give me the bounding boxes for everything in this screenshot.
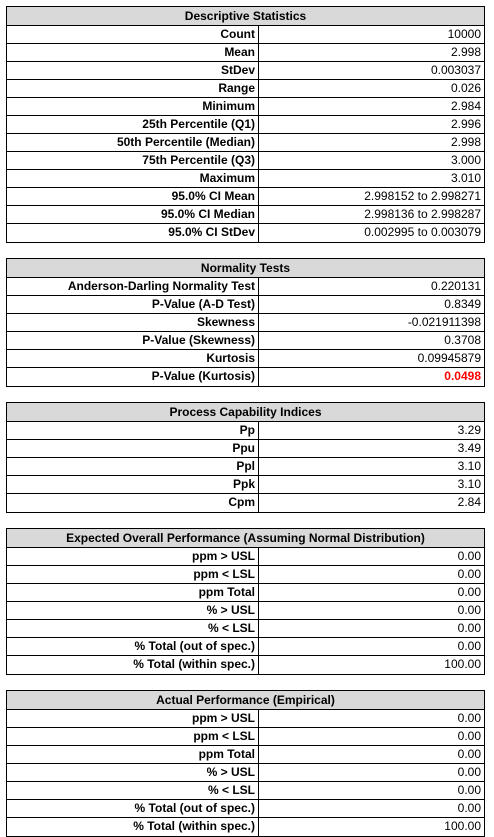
row-value: 0.00 [457, 729, 481, 743]
row-label: Range [7, 80, 259, 97]
table-row [7, 314, 484, 332]
table-row [7, 116, 484, 134]
row-value: 0.00 [457, 585, 481, 599]
row-value: 100.00 [444, 819, 481, 833]
row-label: ppm < LSL [7, 566, 259, 583]
table-row [7, 818, 484, 836]
table-row [7, 350, 484, 368]
row-value: 2.998 [450, 135, 481, 149]
table-row [7, 224, 484, 242]
row-label: % Total (out of spec.) [7, 800, 259, 817]
table-row [7, 62, 484, 80]
row-value: 0.00 [457, 639, 481, 653]
table-row [7, 548, 484, 566]
row-label: P-Value (Skewness) [7, 332, 259, 349]
table-row [7, 710, 484, 728]
row-value: 2.998136 to 2.998287 [364, 207, 481, 221]
row-label: Anderson-Darling Normality Test [7, 278, 259, 295]
table-row [7, 80, 484, 98]
kurtosis-p-value-alert: 0.0498 [444, 369, 481, 383]
table-row [7, 782, 484, 800]
table-row [7, 584, 484, 602]
row-label: ppm Total [7, 746, 259, 763]
table-row [7, 170, 484, 188]
row-value: 2.998152 to 2.998271 [364, 189, 481, 203]
row-value: 3.49 [457, 441, 481, 455]
table-row [7, 332, 484, 350]
expected-performance-title: Expected Overall Performance (Assuming Normal Distribution) [7, 529, 484, 548]
row-value: -0.021911398 [407, 315, 481, 329]
row-label: ppm > USL [7, 548, 259, 565]
row-label: StDev [7, 62, 259, 79]
table-row [7, 422, 484, 440]
row-label: Skewness [7, 314, 259, 331]
row-value: 0.220131 [430, 279, 481, 293]
actual-performance-title: Actual Performance (Empirical) [7, 691, 484, 710]
row-value: 3.010 [450, 171, 481, 185]
row-value: 2.84 [457, 495, 481, 509]
table-row [7, 368, 484, 386]
row-label: ppm > USL [7, 710, 259, 727]
row-value: 0.00 [457, 621, 481, 635]
normality-tests-table [6, 258, 485, 387]
row-label: % > USL [7, 602, 259, 619]
row-value: 0.00 [457, 783, 481, 797]
table-row [7, 566, 484, 584]
table-row [7, 494, 484, 512]
row-label: Minimum [7, 98, 259, 115]
row-label: Kurtosis [7, 350, 259, 367]
row-label: % < LSL [7, 782, 259, 799]
row-label: Maximum [7, 170, 259, 187]
row-value: 3.000 [450, 153, 481, 167]
table-row [7, 278, 484, 296]
row-label: 25th Percentile (Q1) [7, 116, 259, 133]
row-value: 0.00 [457, 567, 481, 581]
table-row [7, 98, 484, 116]
row-label: % Total (within spec.) [7, 818, 259, 836]
row-value: 100.00 [444, 657, 481, 671]
row-value: 2.996 [450, 117, 481, 131]
row-label: 95.0% CI Median [7, 206, 259, 223]
row-value: 0.00 [457, 603, 481, 617]
row-label: Ppu [7, 440, 259, 457]
row-value: 3.10 [457, 459, 481, 473]
row-value: 0.00 [457, 747, 481, 761]
table-row [7, 746, 484, 764]
actual-performance-table [6, 690, 485, 837]
row-value: 0.00 [457, 549, 481, 563]
table-row [7, 800, 484, 818]
row-label: Cpm [7, 494, 259, 512]
row-label: 95.0% CI Mean [7, 188, 259, 205]
row-label: Ppk [7, 476, 259, 493]
table-row [7, 728, 484, 746]
table-row [7, 458, 484, 476]
row-value: 3.10 [457, 477, 481, 491]
row-label: Count [7, 26, 259, 43]
expected-performance-table [6, 528, 485, 675]
row-value: 3.29 [457, 423, 481, 437]
table-row [7, 44, 484, 62]
descriptive-statistics-table [6, 6, 485, 243]
row-label: Ppl [7, 458, 259, 475]
table-row [7, 764, 484, 782]
row-value: 0.09945879 [417, 351, 481, 365]
row-label: Mean [7, 44, 259, 61]
row-value: 0.00 [457, 801, 481, 815]
row-value: 0.8349 [444, 297, 481, 311]
row-value: 0.3708 [444, 333, 481, 347]
row-label: ppm Total [7, 584, 259, 601]
row-label: % < LSL [7, 620, 259, 637]
row-label: 75th Percentile (Q3) [7, 152, 259, 169]
row-label: % Total (out of spec.) [7, 638, 259, 655]
normality-tests-title: Normality Tests [7, 259, 484, 278]
row-label: P-Value (Kurtosis) [7, 368, 259, 386]
row-value: 2.998 [450, 45, 481, 59]
row-label: % Total (within spec.) [7, 656, 259, 674]
row-value: 10000 [447, 27, 481, 41]
row-label: P-Value (A-D Test) [7, 296, 259, 313]
table-row [7, 476, 484, 494]
row-label: Pp [7, 422, 259, 439]
table-row [7, 620, 484, 638]
table-row [7, 152, 484, 170]
table-row [7, 638, 484, 656]
table-row [7, 188, 484, 206]
row-label: % > USL [7, 764, 259, 781]
row-value: 0.026 [450, 81, 481, 95]
row-label: 50th Percentile (Median) [7, 134, 259, 151]
descriptive-statistics-title: Descriptive Statistics [7, 7, 484, 26]
process-capability-table [6, 402, 485, 513]
process-capability-title: Process Capability Indices [7, 403, 484, 422]
table-row [7, 656, 484, 674]
table-row [7, 296, 484, 314]
table-row [7, 440, 484, 458]
row-value: 0.003037 [430, 63, 481, 77]
row-label: ppm < LSL [7, 728, 259, 745]
row-value: 0.002995 to 0.003079 [364, 225, 481, 239]
table-row [7, 134, 484, 152]
row-value: 2.984 [450, 99, 481, 113]
row-value: 0.00 [457, 765, 481, 779]
row-label: 95.0% CI StDev [7, 224, 259, 242]
table-row [7, 206, 484, 224]
row-value: 0.00 [457, 711, 481, 725]
table-row [7, 26, 484, 44]
table-row [7, 602, 484, 620]
